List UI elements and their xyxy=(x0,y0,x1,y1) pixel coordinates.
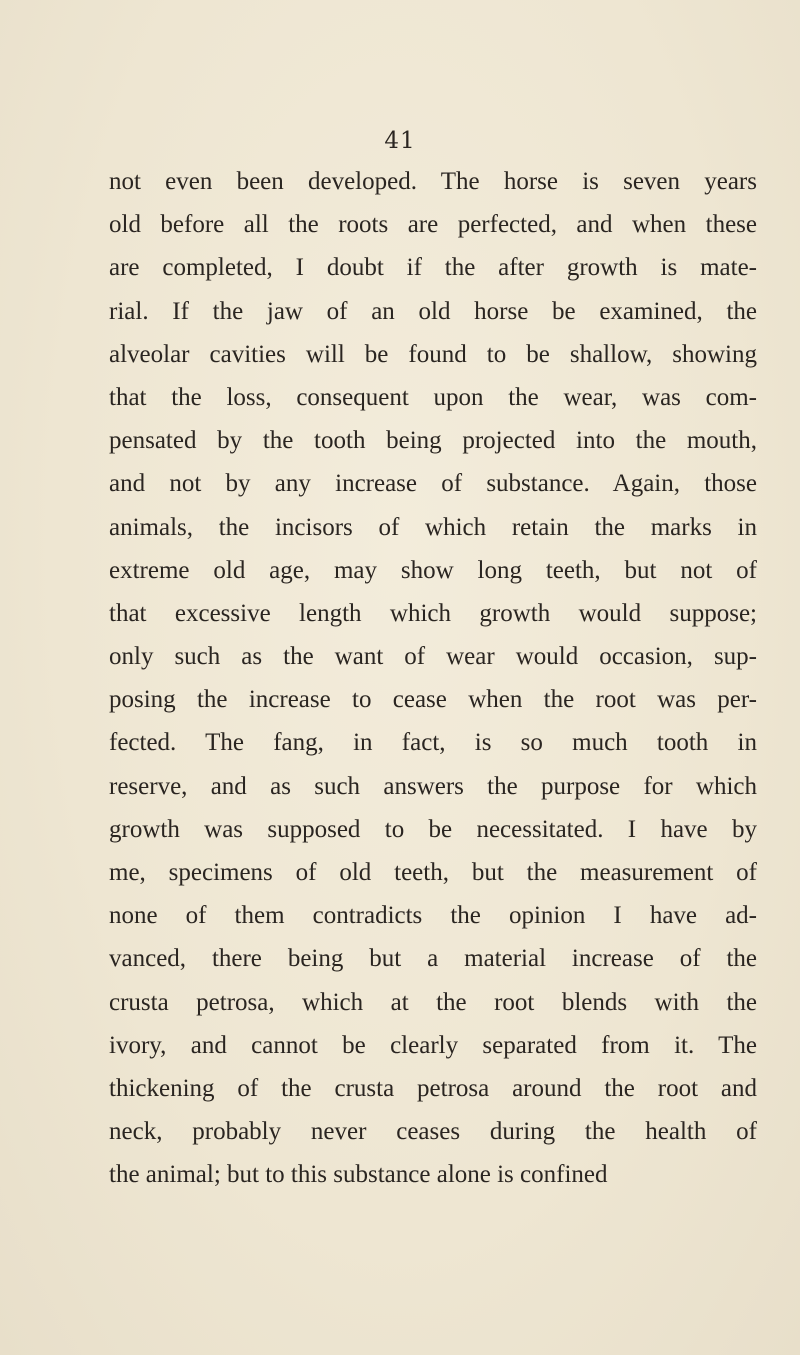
text-line: and not by any increase of substance. Again, those xyxy=(109,470,757,498)
text-line: alveolar cavities will be found to be shallow, showing xyxy=(109,340,757,368)
text-line: vanced, there being but a material increase of the xyxy=(109,945,757,973)
text-line: rial. If the jaw of an old horse be examined, the xyxy=(109,297,757,325)
text-line: animals, the incisors of which retain the marks in xyxy=(109,513,757,541)
text-line: growth was supposed to be necessitated. I have by xyxy=(109,815,757,843)
text-line: posing the increase to cease when the root was per- xyxy=(109,686,757,714)
text-line: that the loss, consequent upon the wear, was com- xyxy=(109,383,757,411)
text-line: the animal; but to this substance alone is confined xyxy=(109,1161,608,1189)
page-number: 41 xyxy=(384,128,416,154)
text-line: extreme old age, may show long teeth, but not of xyxy=(109,556,757,584)
text-line: thickening of the crusta petrosa around the root and xyxy=(109,1074,757,1102)
text-line: ivory, and cannot be clearly separated from it. The xyxy=(109,1031,757,1059)
text-line: old before all the roots are perfected, and when these xyxy=(109,211,757,239)
text-line: only such as the want of wear would occasion, sup- xyxy=(109,643,757,671)
text-line: that excessive length which growth would suppose; xyxy=(109,599,757,627)
text-line: none of them contradicts the opinion I have ad- xyxy=(109,902,757,930)
text-line: crusta petrosa, which at the root blends with the xyxy=(109,988,757,1016)
text-line: me, specimens of old teeth, but the measurement of xyxy=(109,859,757,886)
body-text xyxy=(109,160,757,1197)
text-line: fected. The fang, in fact, is so much tooth in xyxy=(109,729,757,757)
text-line: pensated by the tooth being projected into the mouth, xyxy=(109,427,757,455)
text-line: neck, probably never ceases during the health of xyxy=(109,1118,757,1146)
text-line: reserve, and as such answers the purpose for which xyxy=(109,772,757,800)
text-line: not even been developed. The horse is seven years xyxy=(109,168,757,195)
text-line: are completed, I doubt if the after growth is mate- xyxy=(109,254,757,282)
